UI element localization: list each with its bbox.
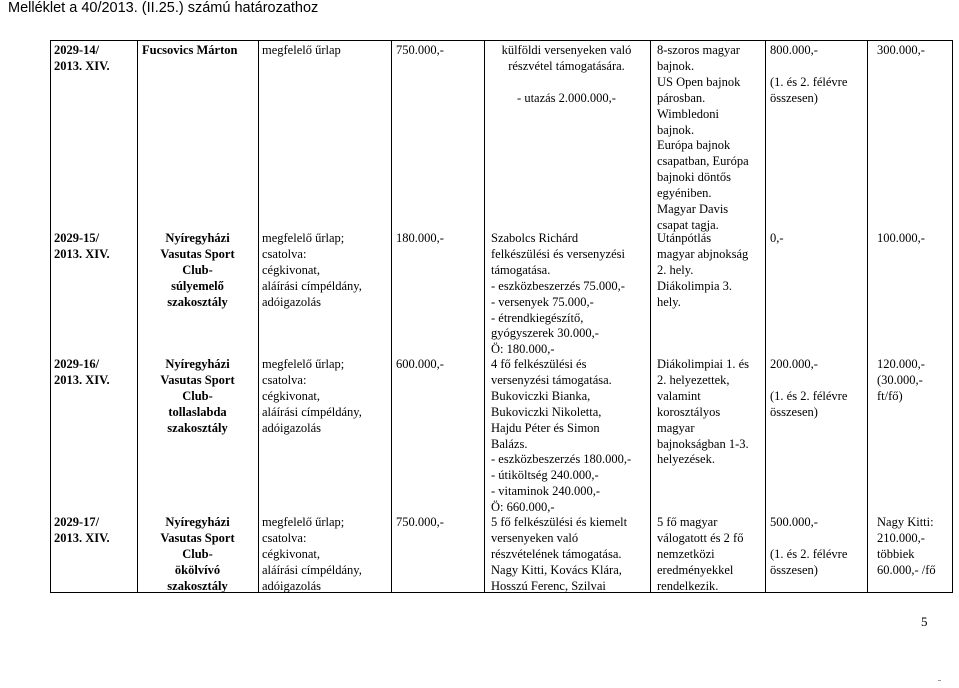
column-divider [391, 40, 392, 593]
scan-artifact-divider [938, 680, 941, 681]
table-border-top [50, 40, 953, 41]
row-results: 8-szoros magyar bajnok. US Open bajnok párosban. Wimbledoni bajnok. Európa bajnok csapatban, Európa bajnoki döntős egyéniben. Magyar Davis csapat tagja. [657, 43, 749, 232]
column-divider [765, 40, 766, 593]
row-results: Utánpótlás magyar abjnokság 2. hely. Diákolimpia 3. hely. [657, 231, 749, 309]
row-id: 2029-14/ 2013. XIV. [54, 43, 110, 73]
column-divider [484, 40, 485, 593]
row-purpose: külföldi versenyeken való részvétel támogatására. - utazás 2.000.000,- [501, 43, 632, 105]
row-purpose: Szabolcs Richárd felkészülési és versenyzési támogatása. - eszközbeszerzés 75.000,- - versenyek 75.000,- - étrendkiegészítő, gyógyszerek 30.000,- Ö: 180.000,- [491, 231, 625, 357]
column-divider [258, 40, 259, 593]
page-header-title: Melléklet a 40/2013. (II.25.) számú határozathoz [8, 0, 319, 16]
column-divider [137, 40, 138, 593]
row-applicant: Nyíregyházi Vasutas Sport Club- ökölvívó szakosztály [160, 515, 235, 593]
row-purpose: 4 fő felkészülési és versenyzési támogatása. Bukoviczki Bianka, Bukoviczki Nikoletta, Hajdu Péter és Simon Balázs. - eszközbeszerzés 180.000,- - útiköltség 240.000,- - vitaminok 240.000,- Ö: 660.000,- [491, 357, 632, 515]
row-requested: 750.000,- [396, 515, 444, 529]
column-divider [650, 40, 651, 593]
row-id: 2029-17/ 2013. XIV. [54, 515, 110, 545]
row-applicant: Nyíregyházi Vasutas Sport Club- súlyemelő szakosztály [160, 231, 235, 309]
column-divider [867, 40, 868, 593]
row-applicant: Nyíregyházi Vasutas Sport Club- tollaslabda szakosztály [160, 357, 235, 435]
row-id: 2029-15/ 2013. XIV. [54, 231, 110, 261]
row-granted: 300.000,- [877, 43, 925, 57]
row-granted: Nagy Kitti: 210.000,- többiek 60.000,- /fő [877, 515, 936, 577]
row-requested: 750.000,- [396, 43, 444, 57]
row-results: 5 fő magyar válogatott és 2 fő nemzetközi eredményekkel rendelkezik. [657, 515, 744, 593]
row-documents: megfelelő űrlap; csatolva: cégkivonat, aláírási címpéldány, adóigazolás [262, 515, 362, 593]
row-documents: megfelelő űrlap; csatolva: cégkivonat, aláírási címpéldány, adóigazolás [262, 231, 362, 309]
row-documents: megfelelő űrlap [262, 43, 341, 57]
row-applicant: Fucsovics Márton [142, 43, 238, 57]
table-border-left [50, 40, 51, 593]
row-proposed: 200.000,- (1. és 2. félévre összesen) [770, 357, 848, 419]
row-granted: 120.000,- (30.000,- ft/fő) [877, 357, 925, 403]
page-number: 5 [921, 614, 928, 629]
row-documents: megfelelő űrlap; csatolva: cégkivonat, aláírási címpéldány, adóigazolás [262, 357, 362, 435]
row-requested: 600.000,- [396, 357, 444, 371]
row-granted: 100.000,- [877, 231, 925, 245]
table-border-right [952, 40, 953, 593]
row-proposed: 800.000,- (1. és 2. félévre összesen) [770, 43, 848, 105]
row-results: Diákolimpiai 1. és 2. helyezettek, valamint korosztályos magyar bajnokságban 1-3. helyezések. [657, 357, 749, 467]
row-proposed: 0,- [770, 231, 784, 245]
decision-table [50, 40, 953, 593]
row-purpose: 5 fő felkészülési és kiemelt versenyeken való részvételének támogatása. Nagy Kitti, Kovács Klára, Hosszú Ferenc, Szilvai [491, 515, 628, 593]
row-proposed: 500.000,- (1. és 2. félévre összesen) [770, 515, 848, 577]
row-id: 2029-16/ 2013. XIV. [54, 357, 110, 387]
row-requested: 180.000,- [396, 231, 444, 245]
